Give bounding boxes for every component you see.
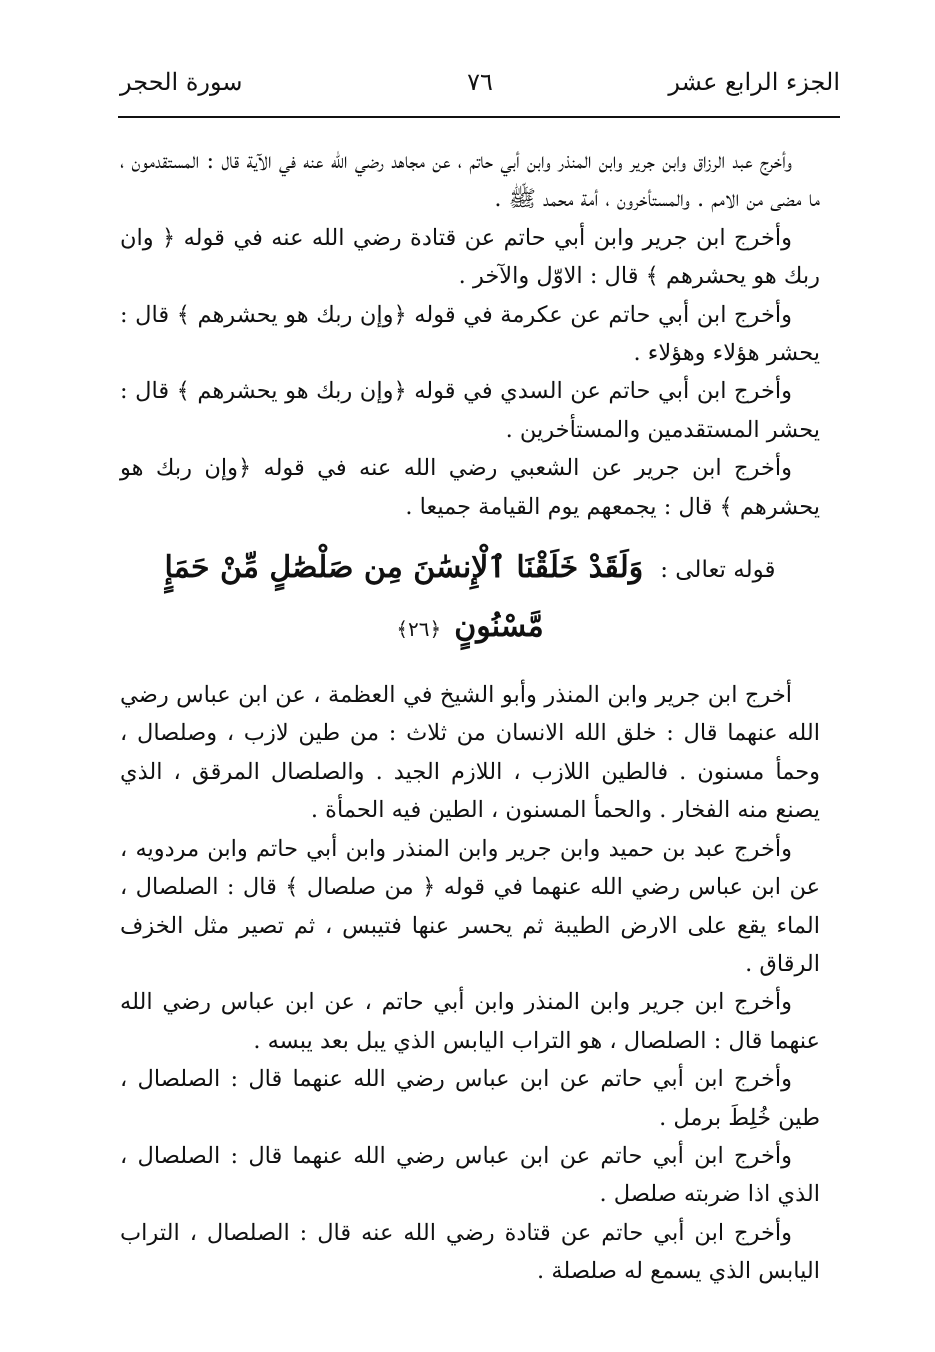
paragraph: وأخرج ابن جرير وابن أبي حاتم عن قتادة رضي الله عنه في قوله ﴿ وان ربك هو يحشرهم ﴾ قال : الاوّل والآخر . bbox=[120, 224, 820, 290]
verse-text: وَلَقَدْ خَلَقْنَا ٱلْإِنسَٰنَ مِن صَلْصَٰلٍ مِّنْ حَمَإٍ مَّسْنُونٍ bbox=[164, 550, 644, 645]
paragraph: أخرج ابن جرير وابن المنذر وأبو الشيخ في العظمة ، عن ابن عباس رضي الله عنهما قال : خلق الله الانسان من ثلاث : من طين لازب ، وصلصال ، وحمأ مسنون . فالطين اللازب ، اللازم الجيد . والصلصال المرقق ، الذي يصنع منه الفخار . والحمأ المسنون ، الطين فيه الحمأة . bbox=[120, 682, 820, 824]
page-header bbox=[120, 58, 840, 106]
paragraph: وأخرج ابن أبي حاتم عن ابن عباس رضي الله عنهما قال : الصلصال ، الذي اذا ضربته صلصل . bbox=[120, 1142, 820, 1208]
header-surah: سورة الحجر bbox=[120, 68, 243, 96]
paragraph: وأخرج ابن أبي حاتم عن ابن عباس رضي الله عنهما قال : الصلصال ، طين خُلِطَ برمل . bbox=[120, 1066, 820, 1131]
paragraph: وأخرج ابن جرير وابن المنذر وابن أبي حاتم ، عن ابن عباس رضي الله عنهما قال : الصلصال ، هو التراب اليابس الذي يبل بعد يبسه . bbox=[120, 989, 820, 1054]
quran-verse-heading bbox=[120, 540, 820, 658]
verse-label: قوله تعالى : bbox=[660, 557, 776, 584]
paragraph: وأخرج عبد الرزاق وابن جرير وابن المنذر وابن أبي حاتم ، عن مجاهد رضي الله عنه في الآية قال : المستقدمون ، ما مضى من الامم . والمستأخرون ، أمة محمد ﷺ . bbox=[120, 148, 820, 213]
header-part: الجزء الرابع عشر bbox=[668, 68, 840, 96]
ayah-number: ٢٦ bbox=[408, 617, 430, 642]
paragraph: وأخرج ابن أبي حاتم عن السدي في قوله ﴿وإن ربك هو يحشرهم ﴾ قال : يحشر المستقدمين والمستأخرين . bbox=[120, 378, 820, 443]
ayah-number-marker: ﴿٢٦﴾ bbox=[396, 617, 442, 642]
paragraph: وأخرج ابن أبي حاتم عن قتادة رضي الله عنه قال : الصلصال ، التراب اليابس الذي يسمع له صلصلة . bbox=[120, 1219, 820, 1285]
paragraph: وأخرج ابن جرير عن الشعبي رضي الله عنه في قوله ﴿وإن ربك هو يحشرهم ﴾ قال : يجمعهم يوم القيامة جميعا . bbox=[120, 455, 820, 520]
paragraph: وأخرج عبد بن حميد وابن جرير وابن المنذر وابن أبي حاتم وابن مردويه ، عن ابن عباس رضي الله عنهما في قوله ﴿ من صلصال ﴾ قال : الصلصال ، الماء يقع على الارض الطيبة ثم يحسر عنها فتيبس ، ثم تصير مثل الخزف الرقاق . bbox=[120, 835, 820, 977]
page-body bbox=[120, 142, 820, 1291]
paragraph: وأخرج ابن أبي حاتم عن عكرمة في قوله ﴿وإن ربك هو يحشرهم ﴾ قال : يحشر هؤلاء وهؤلاء . bbox=[120, 301, 820, 367]
page-number: ٧٦ bbox=[467, 68, 493, 96]
header-rule bbox=[118, 116, 840, 118]
